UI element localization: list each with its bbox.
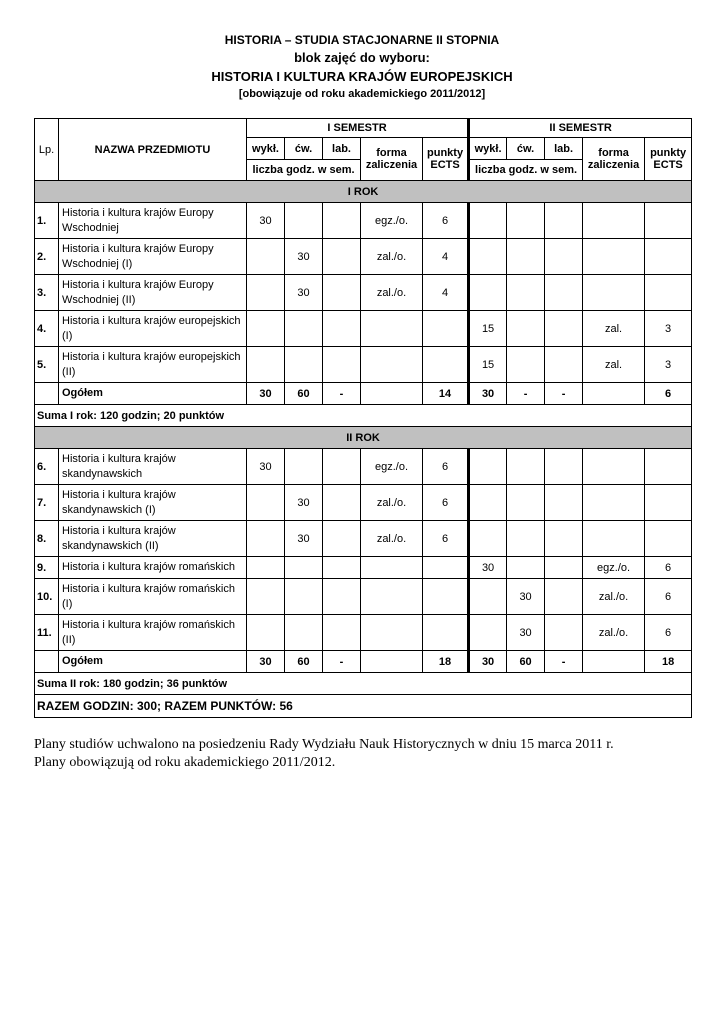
cell-w2 bbox=[469, 485, 507, 521]
sum-row bbox=[35, 695, 692, 718]
total-e2: 18 bbox=[645, 651, 692, 673]
cell-w2 bbox=[469, 615, 507, 651]
cell-f2: zal./o. bbox=[583, 615, 645, 651]
row-number: 1. bbox=[35, 203, 59, 239]
cell-l2 bbox=[545, 557, 583, 579]
footer-line-1: Plany studiów uchwalono na posiedzeniu Rady Wydziału Nauk Historycznych w dniu 15 marca 2011 r. bbox=[34, 737, 614, 752]
cell-w1: 30 bbox=[247, 449, 285, 485]
cell-e2: 6 bbox=[645, 615, 692, 651]
table-row bbox=[35, 449, 692, 485]
total-spacer bbox=[35, 651, 59, 673]
lab-header: lab. bbox=[323, 138, 361, 160]
study-plan-table bbox=[34, 118, 692, 718]
row-number: 8. bbox=[35, 521, 59, 557]
cell-l1 bbox=[323, 579, 361, 615]
forma-header: forma zaliczenia bbox=[583, 138, 645, 181]
cell-w1: 30 bbox=[247, 203, 285, 239]
cell-e2 bbox=[645, 449, 692, 485]
cell-e1: 6 bbox=[423, 203, 469, 239]
cell-w2 bbox=[469, 579, 507, 615]
subject-name: Historia i kultura krajów Europy Wschodniej bbox=[59, 203, 247, 239]
cell-f2 bbox=[583, 449, 645, 485]
cell-f1: egz./o. bbox=[361, 449, 423, 485]
cell-w2 bbox=[469, 239, 507, 275]
cell-e2 bbox=[645, 521, 692, 557]
cell-e2: 6 bbox=[645, 579, 692, 615]
total-w1: 30 bbox=[247, 383, 285, 405]
cell-c1: 30 bbox=[285, 239, 323, 275]
cell-l2 bbox=[545, 311, 583, 347]
cell-l1 bbox=[323, 521, 361, 557]
subject-name: Historia i kultura krajów europejskich (II) bbox=[59, 347, 247, 383]
year-label: I ROK bbox=[35, 181, 692, 203]
table-row bbox=[35, 275, 692, 311]
cell-l1 bbox=[323, 239, 361, 275]
cell-c2 bbox=[507, 275, 545, 311]
col-name-header: NAZWA PRZEDMIOTU bbox=[59, 119, 247, 181]
cell-c1 bbox=[285, 579, 323, 615]
hours-header: liczba godz. w sem. bbox=[247, 160, 361, 181]
sum-row bbox=[35, 673, 692, 695]
cell-c1 bbox=[285, 449, 323, 485]
total-f1 bbox=[361, 383, 423, 405]
cell-l1 bbox=[323, 557, 361, 579]
row-number: 4. bbox=[35, 311, 59, 347]
lab-header: lab. bbox=[545, 138, 583, 160]
sum-row bbox=[35, 405, 692, 427]
total-c1: 60 bbox=[285, 651, 323, 673]
total-l2: - bbox=[545, 651, 583, 673]
year-label: II ROK bbox=[35, 427, 692, 449]
row-number: 10. bbox=[35, 579, 59, 615]
table-row bbox=[35, 615, 692, 651]
cell-l2 bbox=[545, 239, 583, 275]
cell-w2 bbox=[469, 275, 507, 311]
cell-c1 bbox=[285, 347, 323, 383]
subject-name: Historia i kultura krajów romańskich bbox=[59, 557, 247, 579]
cell-c2: 30 bbox=[507, 579, 545, 615]
cell-c2 bbox=[507, 203, 545, 239]
cell-e1: 6 bbox=[423, 521, 469, 557]
doc-title: HISTORIA – STUDIA STACJONARNE II STOPNIA bbox=[224, 33, 500, 47]
total-w2: 30 bbox=[469, 383, 507, 405]
total-e1: 18 bbox=[423, 651, 469, 673]
total-label: Ogółem bbox=[59, 651, 247, 673]
sum-text: RAZEM GODZIN: 300; RAZEM PUNKTÓW: 56 bbox=[35, 695, 692, 718]
cell-w2: 30 bbox=[469, 557, 507, 579]
total-l1: - bbox=[323, 383, 361, 405]
cell-l2 bbox=[545, 615, 583, 651]
table-row bbox=[35, 347, 692, 383]
table-row bbox=[35, 239, 692, 275]
semester-2-header: II SEMESTR bbox=[469, 119, 692, 138]
cell-c2 bbox=[507, 485, 545, 521]
total-l1: - bbox=[323, 651, 361, 673]
sum-text: Suma I rok: 120 godzin; 20 punktów bbox=[35, 405, 692, 427]
cell-e1: 6 bbox=[423, 449, 469, 485]
cell-e1 bbox=[423, 579, 469, 615]
row-number: 9. bbox=[35, 557, 59, 579]
cell-c1: 30 bbox=[285, 521, 323, 557]
ects-header: punkty ECTS bbox=[423, 138, 469, 181]
cell-e1: 4 bbox=[423, 275, 469, 311]
cell-c2 bbox=[507, 557, 545, 579]
hours-header: liczba godz. w sem. bbox=[469, 160, 583, 181]
cell-w1 bbox=[247, 311, 285, 347]
wykl-header: wykł. bbox=[247, 138, 285, 160]
row-number: 7. bbox=[35, 485, 59, 521]
cell-f2: egz./o. bbox=[583, 557, 645, 579]
total-label: Ogółem bbox=[59, 383, 247, 405]
cell-w2 bbox=[469, 449, 507, 485]
cell-w1 bbox=[247, 485, 285, 521]
total-c2: - bbox=[507, 383, 545, 405]
cw-header: ćw. bbox=[507, 138, 545, 160]
row-number: 3. bbox=[35, 275, 59, 311]
cell-f2 bbox=[583, 203, 645, 239]
total-l2: - bbox=[545, 383, 583, 405]
cell-c1 bbox=[285, 557, 323, 579]
subject-name: Historia i kultura krajów romańskich (II) bbox=[59, 615, 247, 651]
col-lp-header: Lp. bbox=[35, 119, 59, 181]
cell-e2 bbox=[645, 203, 692, 239]
year-row bbox=[35, 427, 692, 449]
subject-name: Historia i kultura krajów romańskich (I) bbox=[59, 579, 247, 615]
table-row bbox=[35, 203, 692, 239]
cell-f1 bbox=[361, 579, 423, 615]
total-row bbox=[35, 383, 692, 405]
cell-l1 bbox=[323, 275, 361, 311]
cell-w2 bbox=[469, 521, 507, 557]
cell-w2 bbox=[469, 203, 507, 239]
cell-f1: zal./o. bbox=[361, 275, 423, 311]
cell-c2 bbox=[507, 311, 545, 347]
cell-c2 bbox=[507, 449, 545, 485]
total-c1: 60 bbox=[285, 383, 323, 405]
total-c2: 60 bbox=[507, 651, 545, 673]
subject-name: Historia i kultura krajów skandynawskich (I) bbox=[59, 485, 247, 521]
cell-w1 bbox=[247, 347, 285, 383]
total-w1: 30 bbox=[247, 651, 285, 673]
validity-note: [obowiązuje od roku akademickiego 2011/2012] bbox=[238, 88, 486, 100]
cell-e2: 3 bbox=[645, 347, 692, 383]
total-e2: 6 bbox=[645, 383, 692, 405]
table-row bbox=[35, 579, 692, 615]
cell-f1 bbox=[361, 311, 423, 347]
subject-name: Historia i kultura krajów skandynawskich bbox=[59, 449, 247, 485]
cell-l1 bbox=[323, 449, 361, 485]
semester-1-header: I SEMESTR bbox=[247, 119, 469, 138]
cell-e2 bbox=[645, 485, 692, 521]
total-f2 bbox=[583, 383, 645, 405]
cell-w1 bbox=[247, 239, 285, 275]
cell-e1 bbox=[423, 557, 469, 579]
cell-e1: 6 bbox=[423, 485, 469, 521]
cell-l2 bbox=[545, 485, 583, 521]
table-row bbox=[35, 557, 692, 579]
cell-c1: 30 bbox=[285, 275, 323, 311]
cell-l2 bbox=[545, 275, 583, 311]
cell-c2 bbox=[507, 521, 545, 557]
cell-f2 bbox=[583, 485, 645, 521]
total-f1 bbox=[361, 651, 423, 673]
cell-w1 bbox=[247, 557, 285, 579]
cell-f1: zal./o. bbox=[361, 239, 423, 275]
cell-l2 bbox=[545, 579, 583, 615]
cell-c2 bbox=[507, 347, 545, 383]
cell-e1 bbox=[423, 311, 469, 347]
cell-f1: zal./o. bbox=[361, 485, 423, 521]
cell-c1 bbox=[285, 311, 323, 347]
total-e1: 14 bbox=[423, 383, 469, 405]
cell-e2 bbox=[645, 275, 692, 311]
cw-header: ćw. bbox=[285, 138, 323, 160]
cell-e1: 4 bbox=[423, 239, 469, 275]
row-number: 6. bbox=[35, 449, 59, 485]
cell-f1 bbox=[361, 615, 423, 651]
row-number: 11. bbox=[35, 615, 59, 651]
cell-l1 bbox=[323, 203, 361, 239]
cell-f2 bbox=[583, 275, 645, 311]
block-title: HISTORIA I KULTURA KRAJÓW EUROPEJSKICH bbox=[211, 69, 513, 84]
row-number: 2. bbox=[35, 239, 59, 275]
table-row bbox=[35, 485, 692, 521]
cell-l2 bbox=[545, 521, 583, 557]
ects-header: punkty ECTS bbox=[645, 138, 692, 181]
cell-f2 bbox=[583, 521, 645, 557]
wykl-header: wykł. bbox=[469, 138, 507, 160]
total-w2: 30 bbox=[469, 651, 507, 673]
cell-e2: 3 bbox=[645, 311, 692, 347]
cell-l1 bbox=[323, 485, 361, 521]
cell-l1 bbox=[323, 615, 361, 651]
cell-e2 bbox=[645, 239, 692, 275]
cell-f2: zal. bbox=[583, 311, 645, 347]
cell-f1 bbox=[361, 347, 423, 383]
subject-name: Historia i kultura krajów skandynawskich (II) bbox=[59, 521, 247, 557]
cell-c1 bbox=[285, 203, 323, 239]
footer-line-2: Plany obowiązują od roku akademickiego 2011/2012. bbox=[34, 755, 336, 770]
cell-l2 bbox=[545, 203, 583, 239]
cell-f2: zal./o. bbox=[583, 579, 645, 615]
cell-e2: 6 bbox=[645, 557, 692, 579]
cell-f2: zal. bbox=[583, 347, 645, 383]
cell-f1: egz./o. bbox=[361, 203, 423, 239]
sum-text: Suma II rok: 180 godzin; 36 punktów bbox=[35, 673, 692, 695]
cell-e1 bbox=[423, 347, 469, 383]
cell-f2 bbox=[583, 239, 645, 275]
cell-c1 bbox=[285, 615, 323, 651]
total-row bbox=[35, 651, 692, 673]
footer-note bbox=[34, 736, 694, 772]
cell-w1 bbox=[247, 275, 285, 311]
row-number: 5. bbox=[35, 347, 59, 383]
cell-l1 bbox=[323, 347, 361, 383]
cell-w2: 15 bbox=[469, 311, 507, 347]
cell-l1 bbox=[323, 311, 361, 347]
cell-w2: 15 bbox=[469, 347, 507, 383]
cell-c2 bbox=[507, 239, 545, 275]
cell-e1 bbox=[423, 615, 469, 651]
cell-l2 bbox=[545, 347, 583, 383]
table-row bbox=[35, 521, 692, 557]
cell-w1 bbox=[247, 521, 285, 557]
year-row bbox=[35, 181, 692, 203]
cell-w1 bbox=[247, 615, 285, 651]
subject-name: Historia i kultura krajów Europy Wschodniej (I) bbox=[59, 239, 247, 275]
cell-f1: zal./o. bbox=[361, 521, 423, 557]
cell-f1 bbox=[361, 557, 423, 579]
cell-c1: 30 bbox=[285, 485, 323, 521]
cell-w1 bbox=[247, 579, 285, 615]
cell-l2 bbox=[545, 449, 583, 485]
total-spacer bbox=[35, 383, 59, 405]
doc-subtitle: blok zajęć do wyboru: bbox=[294, 50, 430, 65]
subject-name: Historia i kultura krajów europejskich (I) bbox=[59, 311, 247, 347]
subject-name: Historia i kultura krajów Europy Wschodniej (II) bbox=[59, 275, 247, 311]
table-row bbox=[35, 311, 692, 347]
cell-c2: 30 bbox=[507, 615, 545, 651]
forma-header: forma zaliczenia bbox=[361, 138, 423, 181]
total-f2 bbox=[583, 651, 645, 673]
